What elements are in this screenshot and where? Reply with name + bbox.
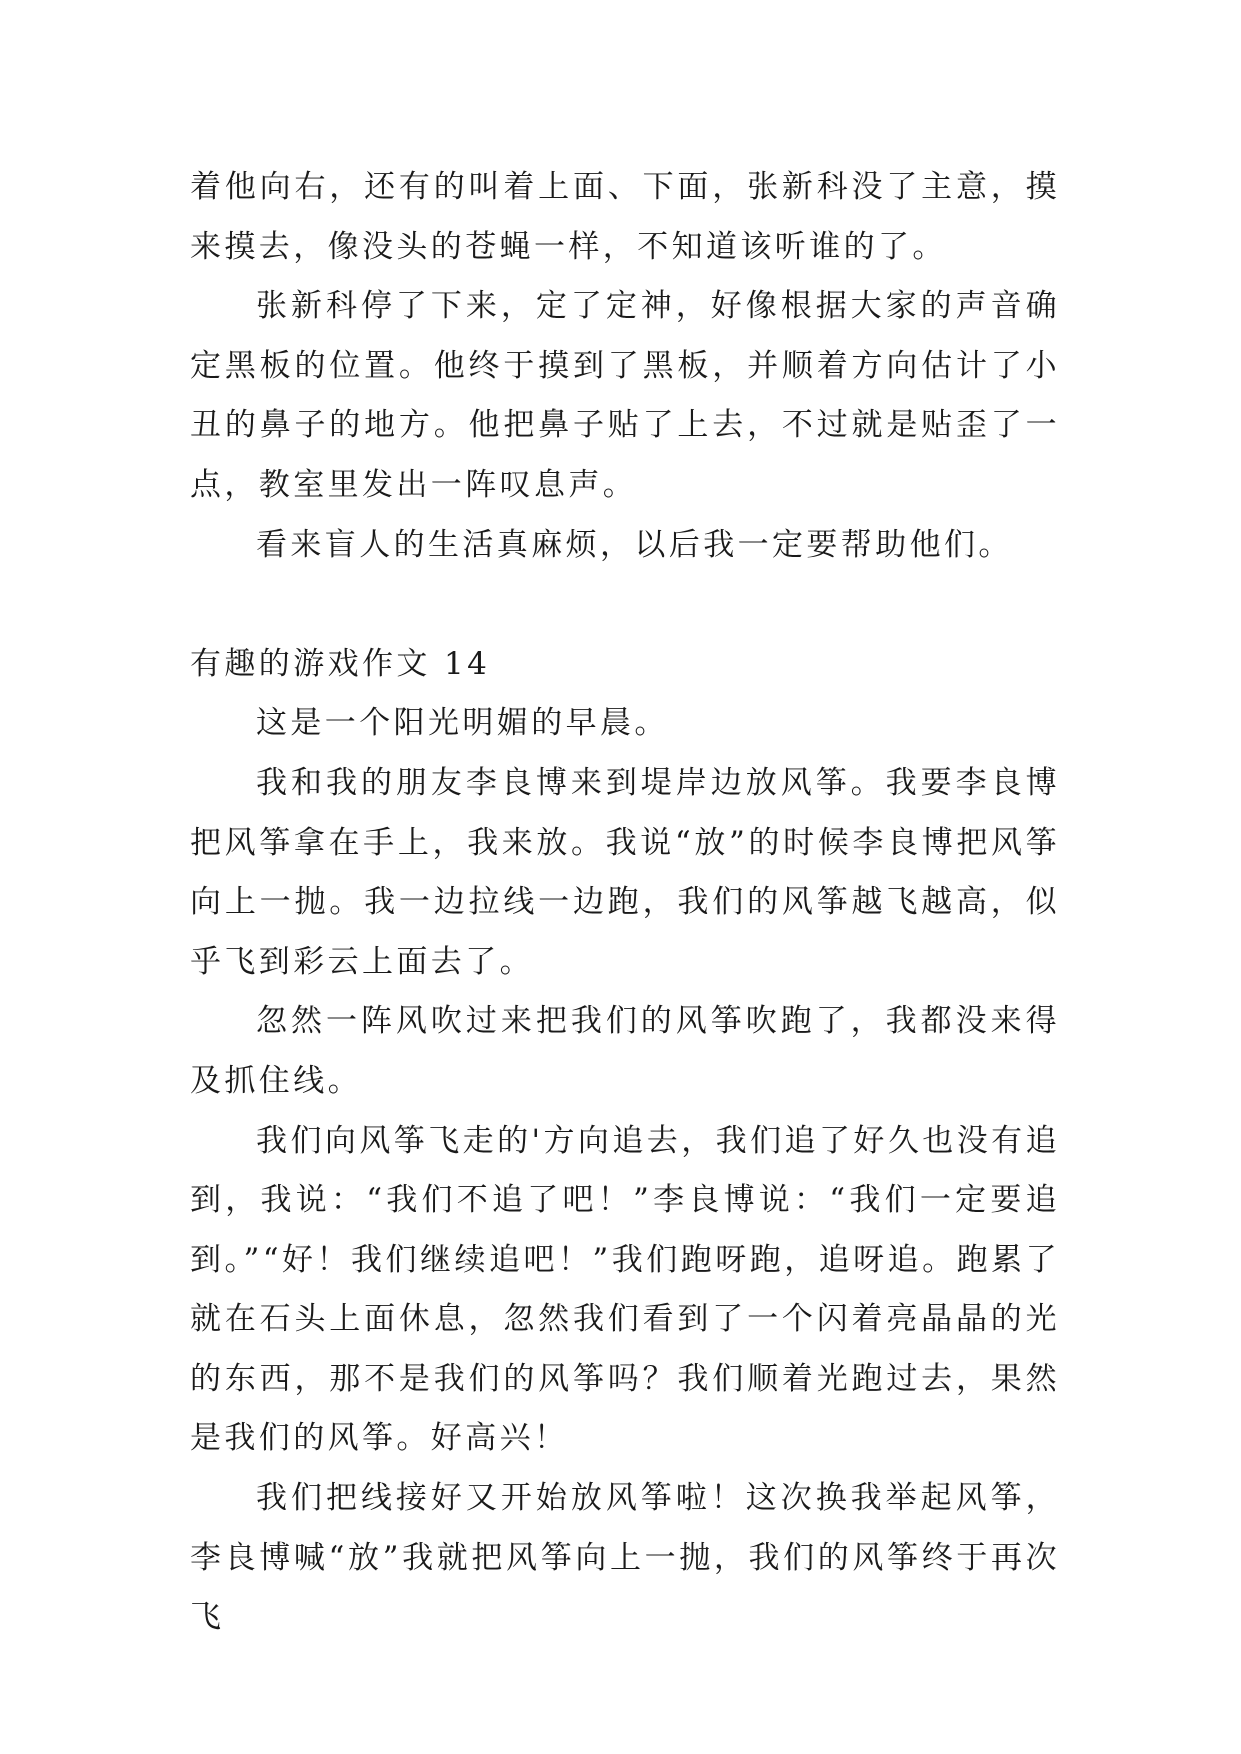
document-body (190, 158, 1060, 1648)
paragraph: 忽然一阵风吹过来把我们的风筝吹跑了，我都没来得及抓住线。 (190, 1003, 1060, 1099)
paragraph: 这是一个阳光明媚的早晨。 (256, 705, 669, 742)
paragraph: 张新科停了下来，定了定神，好像根据大家的声音确定黑板的位置。他终于摸到了黑板，并顺着方向估计了小丑的鼻子的地方。他把鼻子贴了上去，不过就是贴歪了一点，教室里发出一阵叹息声。 (190, 288, 1060, 503)
paragraph: 我们把线接好又开始放风筝啦！这次换我举起风筝，李良博喊“放”我就把风筝向上一抛，我们的风筝终于再次飞 (190, 1480, 1060, 1636)
section-title: 有趣的游戏作文 14 (190, 645, 491, 682)
paragraph: 我和我的朋友李良博来到堤岸边放风筝。我要李良博把风筝拿在手上，我来放。我说“放”的时候李良博把风筝向上一抛。我一边拉线一边跑，我们的风筝越飞越高，似乎飞到彩云上面去了。 (190, 764, 1060, 980)
paragraph: 看来盲人的生活真麻烦，以后我一定要帮助他们。 (256, 526, 1013, 563)
paragraph: 着他向右，还有的叫着上面、下面，张新科没了主意，摸来摸去，像没头的苍蝇一样，不知道该听谁的了。 (190, 169, 1060, 265)
paragraph: 我们向风筝飞走的'方向追去，我们追了好久也没有追到，我说：“我们不追了吧！”李良博说：“我们一定要追到。”“好！我们继续追吧！”我们跑呀跑，追呀追。跑累了就在石头上面休息，忽然我们看到了一个闪着亮晶晶的光的东西，那不是我们的风筝吗？我们顺着光跑过去，果然是我们的风筝。好高兴！ (190, 1122, 1060, 1457)
